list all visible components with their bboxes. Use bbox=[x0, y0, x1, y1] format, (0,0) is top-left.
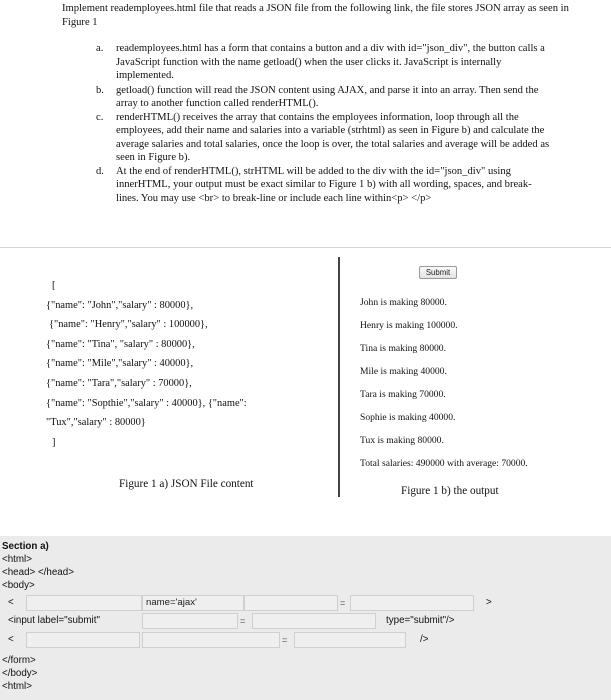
json-line: {"name": "Mile","salary" : 40000}, bbox=[46, 358, 194, 370]
question-item-a bbox=[96, 42, 551, 83]
figure-b-caption: Figure 1 b) the output bbox=[401, 485, 499, 497]
blank-attr2-input[interactable] bbox=[142, 632, 280, 648]
question-intro: Implement reademployees.html file that reads a JSON file from the following link, the file stores JSON array as seen in Figure 1 bbox=[62, 3, 569, 28]
separator-line bbox=[0, 247, 611, 248]
output-line: Mile is making 40000. bbox=[360, 366, 447, 377]
blank-attr-input[interactable]: name='ajax' bbox=[142, 595, 244, 611]
code-form-close: </form> bbox=[2, 655, 36, 666]
code-equals: = bbox=[282, 635, 288, 645]
code-equals: = bbox=[340, 598, 346, 608]
question-item-d bbox=[96, 165, 551, 206]
output-line: Tux is making 80000. bbox=[360, 435, 444, 446]
item-letter: c. bbox=[96, 111, 104, 123]
blank-input-value[interactable] bbox=[252, 613, 376, 629]
item-text: renderHTML() receives the array that contains the employees information, loop through all the employees, add their name and salaries into a variable (strhtml) as seen in Figure b) and calculate the average salaries and total salaries, once the loop is over, the total salaries and average will be added as seen in Figure b). bbox=[116, 111, 550, 163]
json-line: "Tux","salary" : 80000} bbox=[46, 417, 146, 429]
section-title: Section a) bbox=[2, 541, 49, 552]
json-line: {"name": "Sopthie","salary" : 40000}, {"name": bbox=[46, 397, 247, 409]
submit-button[interactable]: Submit bbox=[419, 266, 457, 279]
json-line: {"name": "John","salary" : 80000}, bbox=[46, 299, 194, 311]
code-html-open: <html> bbox=[2, 554, 32, 565]
blank-tag-input[interactable] bbox=[26, 595, 142, 611]
figure-divider bbox=[338, 257, 340, 497]
question-item-c bbox=[96, 111, 551, 165]
code-body-close: </body> bbox=[2, 668, 38, 679]
item-text: getload() function will read the JSON content using AJAX, and parse it into an array. Then send the array to another function called renderHTML(). bbox=[116, 84, 539, 109]
output-line: Tara is making 70000. bbox=[360, 389, 446, 400]
code-input-label: <input label="submit" bbox=[8, 615, 100, 626]
question-list bbox=[96, 42, 551, 205]
item-letter: a. bbox=[96, 43, 104, 54]
blank-attr-value-input[interactable] bbox=[350, 595, 474, 611]
question-item-b bbox=[96, 84, 551, 111]
output-list bbox=[360, 291, 528, 475]
blank-attr-name-input[interactable] bbox=[244, 595, 338, 611]
blank-tag2-input[interactable] bbox=[26, 632, 140, 648]
json-line: {"name": "Tina", "salary" : 80000}, bbox=[46, 338, 195, 350]
blank-value2-input[interactable] bbox=[294, 632, 406, 648]
json-line: {"name": "Tara","salary" : 70000}, bbox=[46, 377, 192, 389]
output-line: Sophie is making 40000. bbox=[360, 412, 456, 423]
output-line: John is making 80000. bbox=[360, 297, 447, 308]
code-type-submit: type="submit"/> bbox=[386, 615, 455, 626]
code-head: <head> </head> bbox=[2, 567, 74, 578]
item-letter: d. bbox=[96, 165, 104, 177]
code-lt: < bbox=[8, 597, 14, 608]
item-letter: b. bbox=[96, 84, 104, 96]
output-line: Tina is making 80000. bbox=[360, 343, 446, 354]
code-equals: = bbox=[240, 616, 246, 626]
output-line: Henry is making 100000. bbox=[360, 320, 458, 331]
code-lt: < bbox=[8, 634, 14, 645]
item-text: reademployees.html has a form that contains a button and a div with id="json_div", the button calls a JavaScript function with the name getload() when the user clicks it. JavaScript is internally implemented. bbox=[116, 43, 545, 81]
json-line: ] bbox=[52, 436, 56, 448]
blank-input-attr[interactable] bbox=[142, 613, 238, 629]
item-text: At the end of renderHTML(), strHTML will be added to the div with the id="json_div" using innerHTML, your output must be exact similar to Figure 1 b) with all wording, spaces, and break-lines. You may use <br> to break-line or include each line within<p> </p> bbox=[116, 165, 532, 204]
json-content bbox=[46, 276, 247, 452]
code-self-close: /> bbox=[420, 634, 429, 645]
output-total-line: Total salaries: 490000 with average: 70000. bbox=[360, 458, 528, 469]
json-line: [ bbox=[52, 280, 56, 291]
code-html-close: <html> bbox=[2, 681, 32, 692]
code-body-open: <body> bbox=[2, 580, 35, 591]
figure-a-caption: Figure 1 a) JSON File content bbox=[119, 478, 254, 490]
json-line: {"name": "Henry","salary" : 100000}, bbox=[49, 319, 208, 331]
code-gt: > bbox=[486, 597, 492, 608]
